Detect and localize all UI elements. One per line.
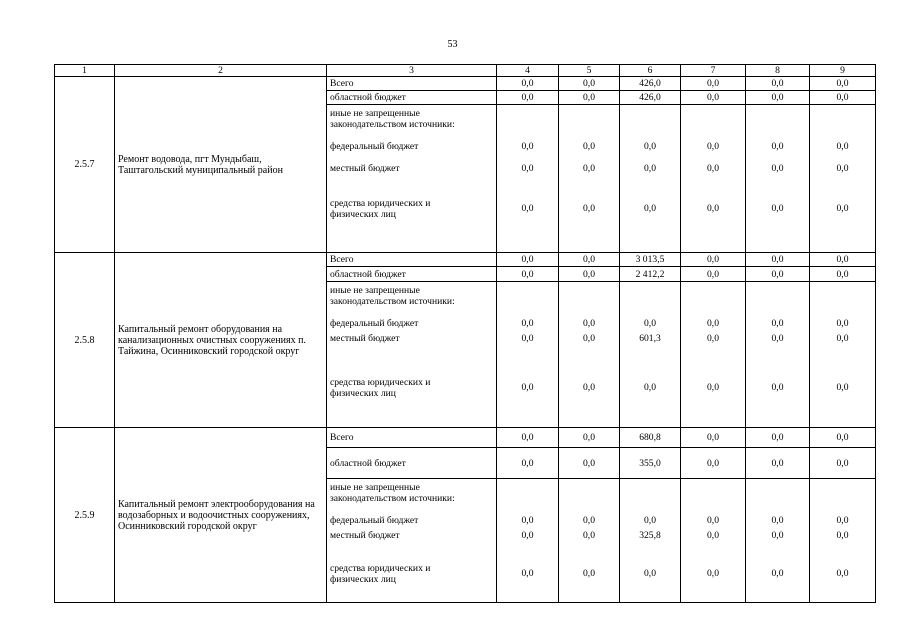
column-number: 1 — [55, 65, 115, 77]
total-value: 0,0 — [681, 253, 746, 267]
project-code: 2.5.7 — [55, 77, 115, 253]
legal-value: 0,0 — [836, 382, 849, 393]
legal-value: 0,0 — [644, 203, 656, 214]
regional-value: 0,0 — [559, 91, 620, 105]
legal-value: 0,0 — [836, 568, 849, 579]
local-value: 0,0 — [521, 530, 534, 541]
column-number: 3 — [327, 65, 497, 77]
legal-value: 0,0 — [771, 382, 784, 393]
regional-value: 0,0 — [497, 91, 559, 105]
other-sources-cell — [327, 282, 497, 428]
column-number: 4 — [497, 65, 559, 77]
source-regional-label: областной бюджет — [327, 91, 497, 105]
local-budget-label: местный бюджет — [330, 530, 400, 541]
local-value: 0,0 — [707, 163, 719, 174]
total-value: 0,0 — [746, 428, 810, 448]
federal-value: 0,0 — [707, 515, 719, 526]
project-total-row — [55, 253, 876, 267]
other-sources-values — [681, 105, 746, 253]
federal-budget-label: федеральный бюджет — [330, 141, 419, 152]
source-total-label: Всего — [327, 253, 497, 267]
legal-value: 0,0 — [707, 203, 719, 214]
total-value: 0,0 — [746, 253, 810, 267]
local-value: 0,0 — [771, 333, 784, 344]
legal-persons-label: средства юридических и физических лиц — [330, 197, 431, 220]
regional-value: 0,0 — [681, 448, 746, 479]
column-number: 5 — [559, 65, 620, 77]
other-sources-values — [746, 282, 810, 428]
other-sources-values — [620, 105, 681, 253]
other-sources-cell — [327, 479, 497, 603]
local-value: 0,0 — [583, 530, 595, 541]
legal-value: 0,0 — [583, 568, 595, 579]
regional-value: 0,0 — [497, 448, 559, 479]
total-value: 0,0 — [497, 253, 559, 267]
local-value: 0,0 — [836, 530, 849, 541]
total-value: 0,0 — [810, 77, 876, 91]
local-value: 0,0 — [707, 333, 719, 344]
other-sources-values — [559, 105, 620, 253]
regional-value: 2 412,2 — [620, 267, 681, 282]
other-sources-values — [681, 479, 746, 603]
total-value: 0,0 — [559, 77, 620, 91]
federal-value: 0,0 — [771, 318, 784, 329]
federal-value: 0,0 — [836, 515, 849, 526]
federal-value: 0,0 — [771, 515, 784, 526]
federal-value: 0,0 — [521, 515, 534, 526]
local-value: 0,0 — [836, 163, 849, 174]
other-sources-values — [620, 479, 681, 603]
legal-value: 0,0 — [771, 568, 784, 579]
column-number: 7 — [681, 65, 746, 77]
project-code: 2.5.8 — [55, 253, 115, 428]
other-sources-values — [681, 282, 746, 428]
page-number: 53 — [447, 39, 458, 50]
total-value: 0,0 — [681, 428, 746, 448]
column-number: 8 — [746, 65, 810, 77]
source-regional-label: областной бюджет — [327, 267, 497, 282]
other-sources-values — [497, 479, 559, 603]
legal-value: 0,0 — [583, 382, 595, 393]
local-value: 0,0 — [644, 163, 656, 174]
local-value: 0,0 — [521, 163, 534, 174]
legal-value: 0,0 — [707, 568, 719, 579]
local-value: 0,0 — [707, 530, 719, 541]
other-sources-values — [810, 105, 876, 253]
legal-value: 0,0 — [521, 568, 534, 579]
other-sources-heading: иные не запрещенные законодательством источники: — [330, 108, 455, 130]
federal-value: 0,0 — [521, 141, 534, 152]
source-total-label: Всего — [327, 428, 497, 448]
local-budget-label: местный бюджет — [330, 163, 400, 174]
regional-value: 0,0 — [559, 448, 620, 479]
local-budget-label: местный бюджет — [330, 333, 400, 344]
budget-table — [54, 64, 876, 603]
other-sources-values — [746, 105, 810, 253]
column-number: 6 — [620, 65, 681, 77]
regional-value: 0,0 — [681, 91, 746, 105]
other-sources-values — [559, 479, 620, 603]
federal-value: 0,0 — [836, 318, 849, 329]
total-value: 3 013,5 — [620, 253, 681, 267]
federal-value: 0,0 — [771, 141, 784, 152]
column-number: 9 — [810, 65, 876, 77]
federal-value: 0,0 — [521, 318, 534, 329]
regional-value: 0,0 — [746, 448, 810, 479]
local-value: 0,0 — [521, 333, 534, 344]
project-total-row — [55, 428, 876, 448]
project-name: Капитальный ремонт оборудования на канализационных очистных сооружениях п. Тайжина, Осинниковский городской округ — [115, 253, 327, 428]
federal-value: 0,0 — [644, 318, 656, 329]
column-number: 2 — [115, 65, 327, 77]
other-sources-values — [810, 479, 876, 603]
regional-value: 0,0 — [810, 448, 876, 479]
legal-value: 0,0 — [521, 203, 534, 214]
other-sources-heading: иные не запрещенные законодательством источники: — [330, 482, 455, 504]
federal-value: 0,0 — [583, 515, 595, 526]
other-sources-values — [497, 282, 559, 428]
project-name: Ремонт водовода, пгт Мундыбаш, Таштагольский муниципальный район — [115, 77, 327, 253]
total-value: 0,0 — [497, 428, 559, 448]
total-value: 680,8 — [620, 428, 681, 448]
legal-value: 0,0 — [644, 568, 656, 579]
total-value: 0,0 — [559, 428, 620, 448]
legal-persons-label: средства юридических и физических лиц — [330, 376, 431, 399]
legal-value: 0,0 — [836, 203, 849, 214]
regional-value: 0,0 — [497, 267, 559, 282]
local-value: 0,0 — [836, 333, 849, 344]
total-value: 0,0 — [681, 77, 746, 91]
regional-value: 426,0 — [620, 91, 681, 105]
other-sources-cell — [327, 105, 497, 253]
legal-value: 0,0 — [707, 382, 719, 393]
source-total-label: Всего — [327, 77, 497, 91]
federal-value: 0,0 — [644, 141, 656, 152]
other-sources-heading: иные не запрещенные законодательством источники: — [330, 285, 455, 307]
local-value: 0,0 — [771, 530, 784, 541]
federal-value: 0,0 — [644, 515, 656, 526]
total-value: 0,0 — [746, 77, 810, 91]
regional-value: 355,0 — [620, 448, 681, 479]
project-code: 2.5.9 — [55, 428, 115, 603]
local-value: 0,0 — [771, 163, 784, 174]
federal-value: 0,0 — [836, 141, 849, 152]
local-value: 0,0 — [583, 333, 595, 344]
other-sources-values — [746, 479, 810, 603]
legal-value: 0,0 — [521, 382, 534, 393]
other-sources-values — [559, 282, 620, 428]
column-number-row — [55, 65, 876, 77]
other-sources-values — [620, 282, 681, 428]
local-value: 325,8 — [639, 530, 661, 541]
federal-budget-label: федеральный бюджет — [330, 515, 419, 526]
regional-value: 0,0 — [746, 267, 810, 282]
other-sources-values — [497, 105, 559, 253]
other-sources-values — [810, 282, 876, 428]
total-value: 426,0 — [620, 77, 681, 91]
total-value: 0,0 — [810, 253, 876, 267]
regional-value: 0,0 — [810, 91, 876, 105]
project-total-row — [55, 77, 876, 91]
legal-value: 0,0 — [771, 203, 784, 214]
local-value: 0,0 — [583, 163, 595, 174]
federal-value: 0,0 — [707, 318, 719, 329]
federal-budget-label: федеральный бюджет — [330, 318, 419, 329]
regional-value: 0,0 — [559, 267, 620, 282]
project-name: Капитальный ремонт электрооборудования на водозаборных и водоочистных сооружениях, Осинниковский городской округ — [115, 428, 327, 603]
total-value: 0,0 — [810, 428, 876, 448]
regional-value: 0,0 — [681, 267, 746, 282]
federal-value: 0,0 — [583, 318, 595, 329]
source-regional-label: областной бюджет — [327, 448, 497, 479]
federal-value: 0,0 — [583, 141, 595, 152]
regional-value: 0,0 — [746, 91, 810, 105]
federal-value: 0,0 — [707, 141, 719, 152]
total-value: 0,0 — [497, 77, 559, 91]
regional-value: 0,0 — [810, 267, 876, 282]
legal-value: 0,0 — [644, 382, 656, 393]
legal-persons-label: средства юридических и физических лиц — [330, 562, 431, 585]
legal-value: 0,0 — [583, 203, 595, 214]
total-value: 0,0 — [559, 253, 620, 267]
local-value: 601,3 — [639, 333, 661, 344]
